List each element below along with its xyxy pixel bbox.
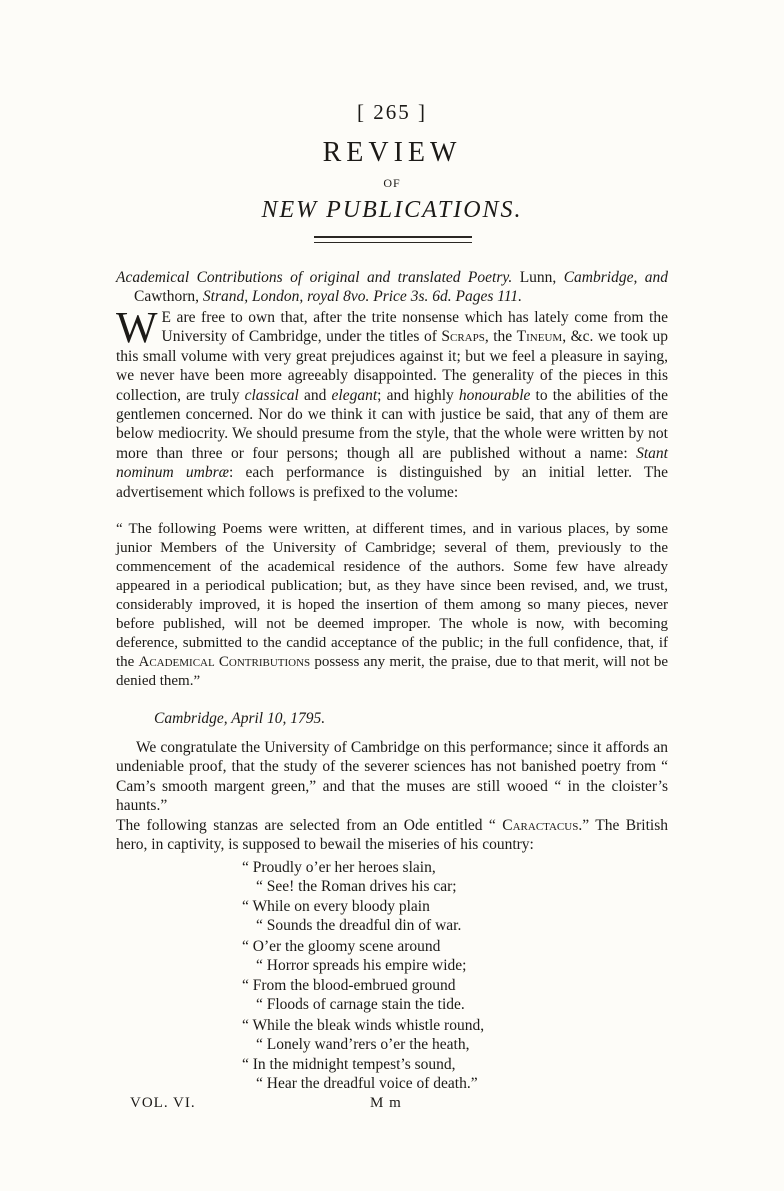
footer-volume: VOL. VI. [130,1095,196,1111]
poem-line: “ From the blood-embrued ground [242,976,456,994]
text-run: : each performance is distinguished by an initial letter. The advertisement which follows is prefixed to the volume: [116,464,668,501]
poem-line: “ See! the Roman drives his car; [256,878,457,896]
entry-publisher-1: Lunn, [512,269,557,286]
entry-heading [116,268,668,307]
text-run: elegant [331,386,378,404]
entry-publisher-2: Cawthorn, [134,288,200,306]
poem-line: “ While the bleak winds whistle round, [242,1017,485,1034]
dateline: Cambridge, April 10, 1795. [154,710,326,727]
text-run: The following stanzas are selected from an Ode entitled “ [116,816,503,834]
text-run: and [298,386,332,404]
section-title-of: OF [383,176,401,190]
entry-details: Strand, London, royal 8vo. Price 3s. 6d. Pages 111. [199,288,523,306]
poem-stanza-3 [242,1016,582,1094]
congratulation-paragraph [116,738,668,854]
section-title: REVIEW [322,137,462,168]
advertisement-quote [116,520,668,691]
poem-line: “ O’er the gloomy scene around [242,938,441,955]
text-run: Caractacus [502,816,579,834]
text-run: We congratulate the University of Cambridge on this performance; since it affords an undeniable proof, that the study of the severer sciences has not banished poetry from “ Cam’s smooth margent green,” and that the muses are still wooed “ in the cloister’s haunts.” [116,739,668,815]
text-run: “ The following Poems were written, at different times, and in various places, by some junior Members of the University of Cambridge; several of them, previously to the commencement of the academical residence of the authors. Some few have already appeared in a periodical publication; but, as they have since been revised, and, we trust, considerably improved, it is hoped the insertion of them among so many pieces, never before published, will not be deemed improper. The whole is now, with becoming deference, submitted to the candid acceptance of the public; in the full confidence, that, if the [116,521,668,670]
text-run: .” The British hero, in captivity, is supposed to bewail the miseries of his country: [116,816,668,854]
text-run: honourable [458,386,531,404]
text-run: , &c. we took up this small volume with very great prejudices against it; but we feel a pleasure in saying, we never have been more agreeably disappointed. The generality of the pieces in this collection, are truly [116,328,668,404]
text-run: to the abilities of the gentlemen concerned. Nor do we think it can with justice be said, that any of them are below mediocrity. We should presume from the style, that the whole were written by not more than three or four persons; though all are published without a name: [116,386,668,462]
poem-line: “ While on every bloody plain [242,897,430,915]
text-run: possess any merit, the praise, due to that merit, will not be denied them.” [116,654,668,689]
footer-signature: M m [370,1095,402,1111]
poem-line: “ Sounds the dreadful din of war. [256,917,462,935]
page-number: [ 265 ] [357,100,427,124]
review-paragraph [116,303,668,502]
poem-line: “ Proudly o’er her heroes slain, [242,859,436,876]
text-run: E are free to own that, after the trite nonsense which has lately come from the University of Cambridge, under the titles of [161,309,668,346]
poem-line: “ Lonely wand’rers o’er the heath, [256,1036,470,1054]
poem-stanza-2 [242,937,582,1015]
text-run: Scraps [441,328,485,346]
poem-line: “ Hear the dreadful voice of death.” [256,1075,478,1093]
drop-cap: W [116,303,158,352]
text-run: Academical Contributions [138,654,311,670]
poem-stanza-1 [242,858,582,936]
entry-title: Academical Contributions of original and translated Poetry. [116,269,513,286]
text-run: Stant nominum umbræ [116,444,668,482]
poem-line: “ Floods of carnage stain the tide. [256,996,465,1014]
text-run: ; and highly [377,386,459,404]
section-subtitle: NEW PUBLICATIONS. [261,197,523,223]
poem-line: “ In the midnight tempest’s sound, [242,1055,456,1073]
title-rule [314,236,472,243]
entry-place-1: Cambridge, [556,269,638,286]
poem-line: “ Horror spreads his empire wide; [256,957,467,975]
text-run: Tineum [516,328,563,346]
entry-and: and [644,269,669,286]
text-run: classical [244,386,299,404]
text-run: , the [484,328,517,346]
